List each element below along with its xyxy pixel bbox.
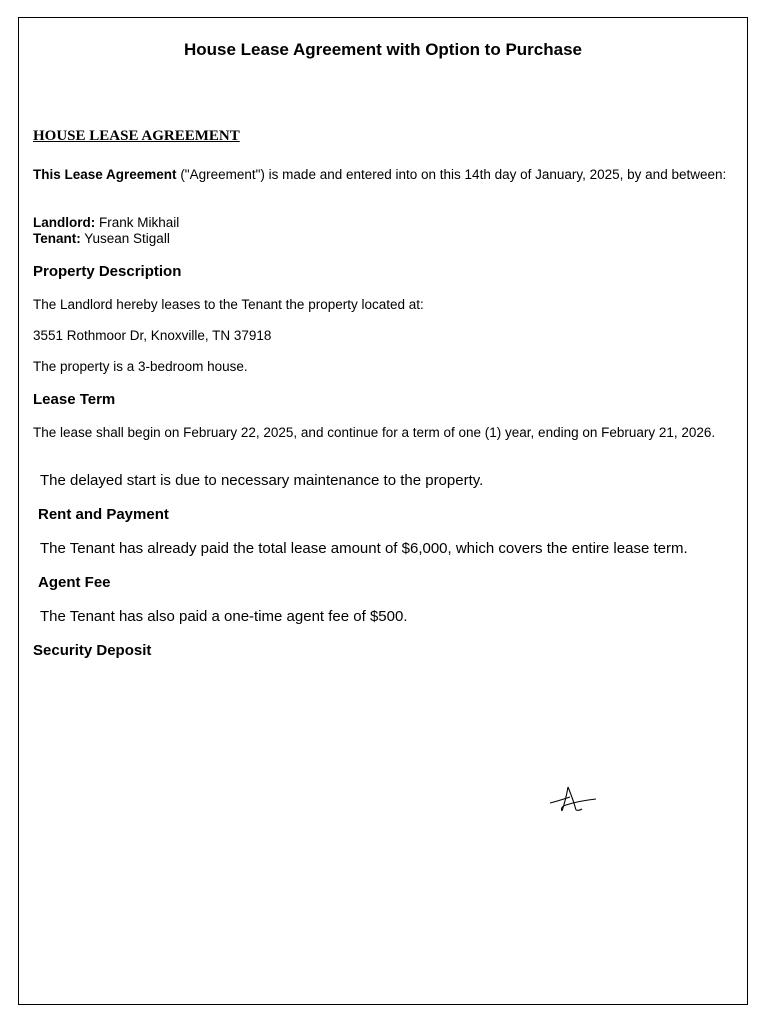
landlord-label: Landlord: <box>33 215 96 230</box>
property-address: 3551 Rothmoor Dr, Knoxville, TN 37918 <box>33 328 272 343</box>
rent-text: The Tenant has already paid the total lease amount of $6,000, which covers the entire lease term. <box>40 540 688 557</box>
security-deposit-heading: Security Deposit <box>33 642 152 659</box>
intro-text: ("Agreement") is made and entered into on this 14th day of January, 2025, by and between: <box>176 167 727 182</box>
agent-fee-heading: Agent Fee <box>38 574 111 591</box>
property-type-line: The property is a 3-bedroom house. <box>33 359 248 374</box>
lease-term-text: The lease shall begin on February 22, 2025, and continue for a term of one (1) year, ending on February 21, 2026. <box>33 425 716 440</box>
property-lease-line: The Landlord hereby leases to the Tenant the property located at: <box>33 297 424 312</box>
property-heading: Property Description <box>33 263 182 280</box>
tenant-label: Tenant: <box>33 231 81 246</box>
agent-fee-text: The Tenant has also paid a one-time agent fee of $500. <box>40 608 408 625</box>
intro-paragraph <box>33 167 734 183</box>
signature-mark <box>546 783 600 817</box>
landlord-name: Frank Mikhail <box>95 215 180 230</box>
lease-delay-note: The delayed start is due to necessary maintenance to the property. <box>40 472 484 489</box>
document-title: House Lease Agreement with Option to Purchase <box>183 40 582 59</box>
intro-bold-lead: This Lease Agreement <box>33 167 177 182</box>
agreement-heading: HOUSE LEASE AGREEMENT <box>33 128 240 144</box>
tenant-name: Yusean Stigall <box>80 231 170 246</box>
rent-heading: Rent and Payment <box>38 506 169 523</box>
lease-term-heading: Lease Term <box>33 391 116 408</box>
tenant-line <box>33 231 170 247</box>
landlord-line <box>33 215 179 231</box>
